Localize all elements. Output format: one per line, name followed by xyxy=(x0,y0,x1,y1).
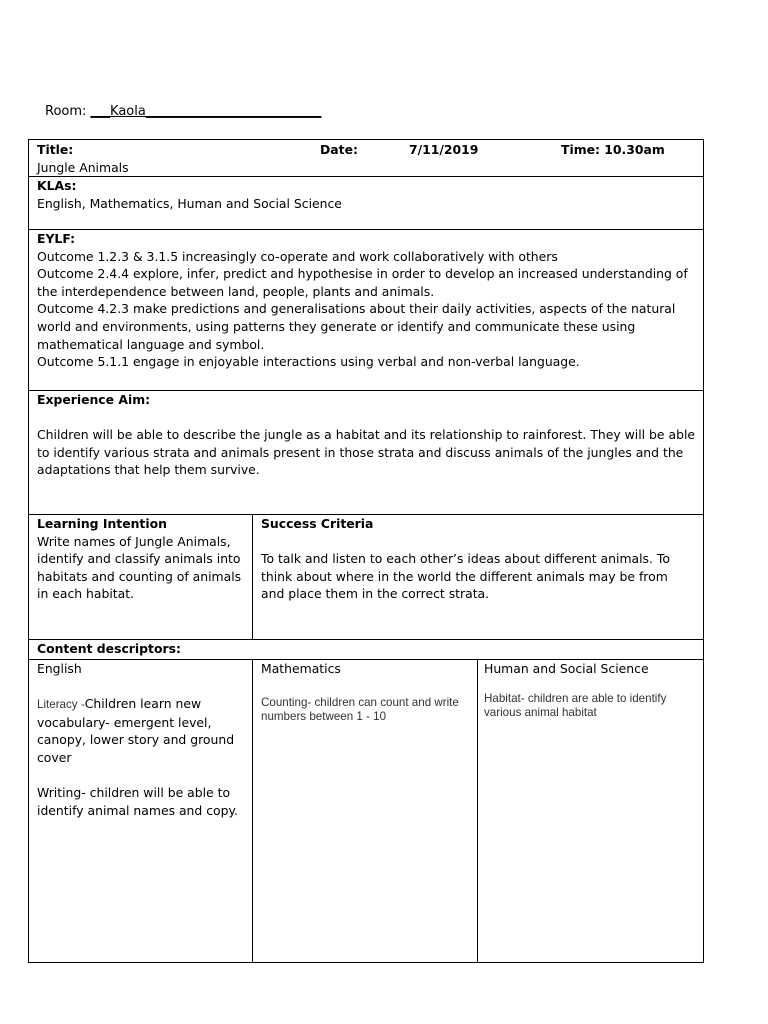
content-descriptors-row xyxy=(29,640,703,660)
room-line xyxy=(45,103,321,120)
eylf-outcome: Outcome 2.4.4 explore, infer, predict and hypothesise in order to develop an increased understanding of the interdependence between land, people, plants and animals. xyxy=(37,266,688,299)
experience-aim-row xyxy=(29,391,703,515)
room-label: Room: xyxy=(45,104,87,119)
title-value: Jungle Animals xyxy=(37,159,129,175)
literacy-text: Children learn new vocabulary- emergent level, canopy, lower story and ground cover xyxy=(37,696,235,765)
eylf-outcome: Outcome 4.2.3 make predictions and generalisations about their daily activities, aspects of the natural world and environments, using patterns they generate or identify and communicate these using mathematical language and symbol. xyxy=(37,301,676,352)
mathematics-cell xyxy=(261,660,466,724)
klas-label: KLAs: xyxy=(37,178,77,193)
date-label: Date: xyxy=(320,142,358,157)
english-heading: English xyxy=(37,661,82,676)
eylf-label: EYLF: xyxy=(37,231,76,246)
time-label: Time: 10.30am xyxy=(561,142,665,157)
title-row xyxy=(29,140,703,177)
english-literacy xyxy=(37,695,247,766)
eylf-outcome: Outcome 1.2.3 & 3.1.5 increasingly co-operate and work collaboratively with others xyxy=(37,248,558,264)
hass-heading: Human and Social Science xyxy=(484,661,649,676)
english-cell xyxy=(37,660,247,819)
learning-intention-label: Learning Intention xyxy=(37,516,167,531)
hass-text: Habitat- children are able to identify various animal habitat xyxy=(484,691,667,719)
hass-cell xyxy=(484,660,699,720)
subjects-row xyxy=(29,660,703,962)
literacy-prefix: Literacy - xyxy=(37,698,85,712)
success-criteria-label: Success Criteria xyxy=(261,516,374,531)
title-label: Title: xyxy=(37,142,74,157)
klas-value: English, Mathematics, Human and Social Science xyxy=(37,195,342,211)
experience-aim-text: Children will be able to describe the jungle as a habitat and its relationship to rainforest. They will be able to identify various strata and animals present in those strata and discuss animals of the jungles and the adaptations that help them survive. xyxy=(37,427,696,478)
eylf-outcome: Outcome 5.1.1 engage in enjoyable interactions using verbal and non-verbal language. xyxy=(37,354,580,370)
learning-intention-text: Write names of Jungle Animals, identify and classify animals into habitats and counting of animals in each habitat. xyxy=(37,533,242,602)
lesson-plan-table xyxy=(28,139,704,963)
eylf-row xyxy=(29,230,703,391)
date-value: 7/11/2019 xyxy=(409,142,479,157)
success-criteria-text: To talk and listen to each other’s ideas about different animals. To think about where in the world the different animals may be from and place them in the correct strata. xyxy=(261,551,670,602)
content-descriptors-label: Content descriptors: xyxy=(37,641,181,656)
english-writing: Writing- children will be able to identify animal names and copy. xyxy=(37,785,238,818)
intention-criteria-row xyxy=(29,515,703,640)
experience-aim-label: Experience Aim: xyxy=(37,392,151,407)
mathematics-heading: Mathematics xyxy=(261,661,341,676)
mathematics-text: Counting- children can count and write numbers between 1 - 10 xyxy=(261,695,459,723)
room-value: ___Kaola___________________________ xyxy=(90,104,322,119)
klas-row xyxy=(29,177,703,230)
